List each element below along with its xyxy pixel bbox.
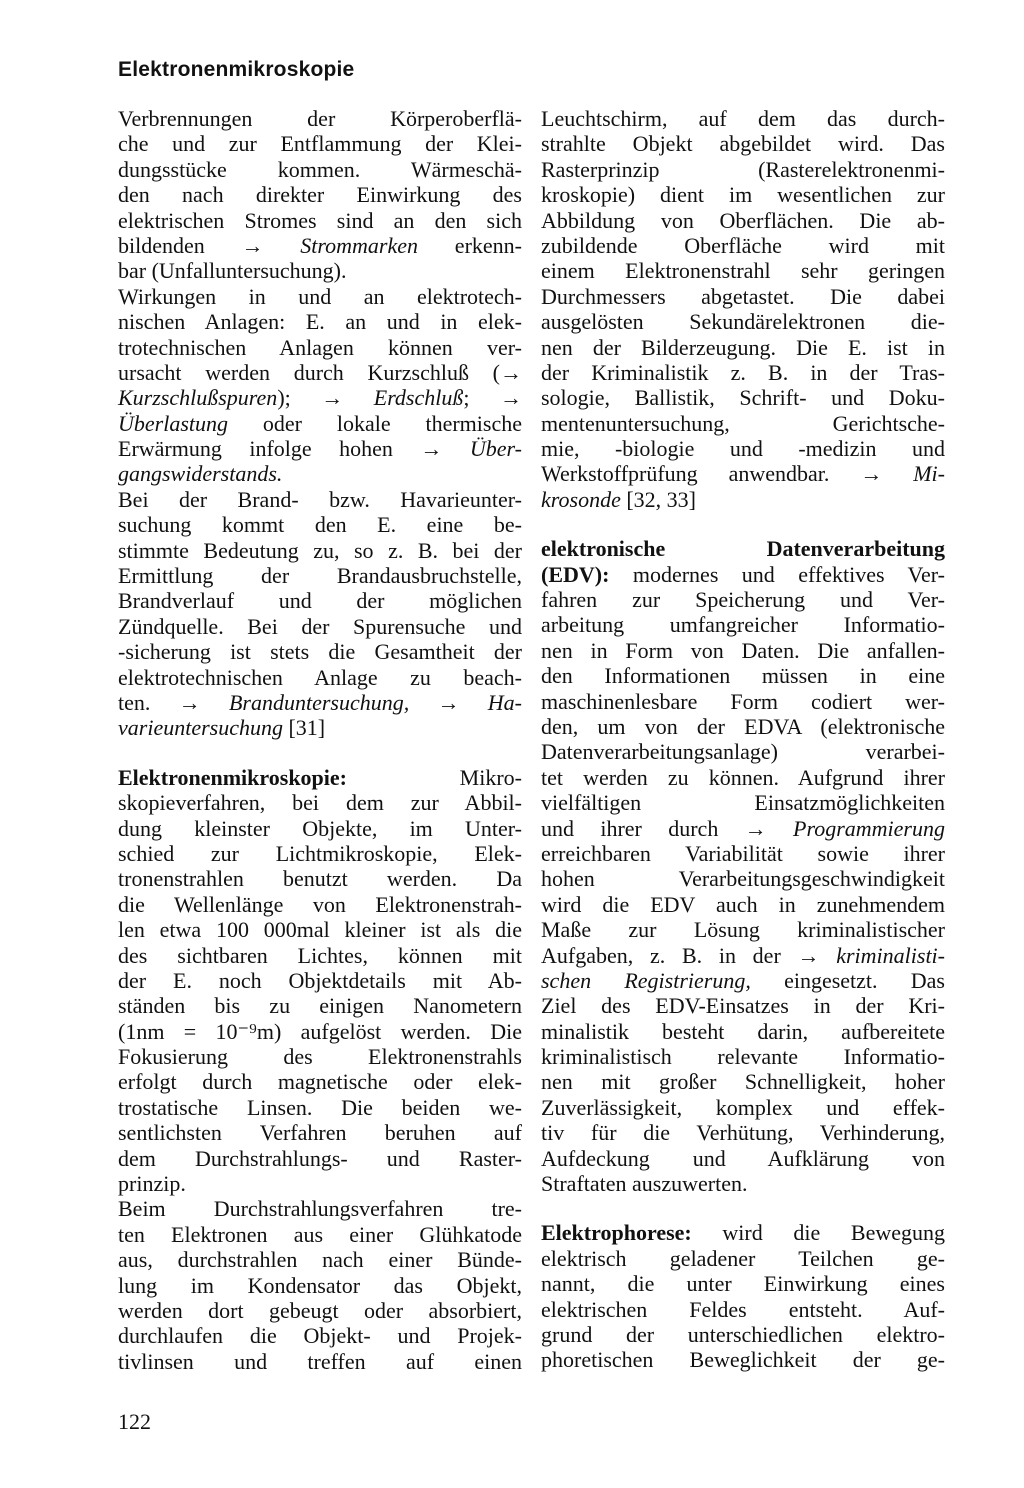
cross-reference: krosonde <box>541 486 621 512</box>
text-line: krosonde [32, 33] <box>541 486 696 512</box>
text-line: len etwa 100 000mal kleiner ist als die <box>118 917 522 943</box>
text-line: stimmte Bedeutung zu, so z. B. bei der <box>118 537 522 563</box>
cross-reference: gangswiderstands. <box>118 461 283 487</box>
text-line: tiv für die Verhütung, Verhinderung, <box>541 1120 945 1146</box>
text-line: Datenverarbeitungsanlage) verarbei- <box>541 739 945 765</box>
text-line: zubildende Oberfläche wird mit <box>541 232 945 258</box>
text-line: schied zur Lichtmikroskopie, Elek- <box>118 840 522 866</box>
text-line: suchung kommt den E. eine be- <box>118 512 522 538</box>
text-line: nen in Form von Daten. Die anfallen- <box>541 637 945 663</box>
text-line: ursacht werden durch Kurzschluß (→ <box>118 359 522 385</box>
left-column <box>118 106 522 1374</box>
text-line: durchlaufen die Objekt- und Projek- <box>118 1323 522 1349</box>
text-line: Leuchtschirm, auf dem das durch- <box>541 106 945 131</box>
text-line: -sicherung ist stets die Gesamtheit der <box>118 639 522 665</box>
text-line: trostatische Linsen. Die beiden we- <box>118 1094 522 1120</box>
text-line: mie, -biologie und -medizin und <box>541 436 945 462</box>
text-line: der Kriminalistik z. B. in der Tras- <box>541 359 945 385</box>
text-line: und ihrer durch → Programmierung <box>541 815 945 841</box>
text-line: wird die EDV auch in zunehmendem <box>541 891 945 917</box>
text-line: sologie, Ballistik, Schrift- und Doku- <box>541 385 945 411</box>
cross-reference: Ha- <box>487 689 522 715</box>
text-line: Elektrophorese: wird die Bewegung <box>541 1220 945 1246</box>
text-line: ständen bis zu einigen Nanometern <box>118 993 522 1019</box>
text-line: Ermittlung der Brandausbruchstelle, <box>118 563 522 589</box>
cross-reference: Über- <box>469 436 522 462</box>
text-line: der E. noch Objektdetails mit Ab- <box>118 967 522 993</box>
text-line: Maße zur Lösung kriminalistischer <box>541 917 945 943</box>
text-line: den, um von der EDVA (elektronische <box>541 713 945 739</box>
text-line: Ziel des EDV-Einsatzes in der Kri- <box>541 993 945 1019</box>
cross-reference: Branduntersuchung, <box>228 689 410 715</box>
text-line: vielfältigen Einsatzmöglichkeiten <box>541 790 945 816</box>
text-line: elektrisch geladener Teilchen ge- <box>541 1245 945 1271</box>
cross-reference: Kurzschlußspuren <box>118 385 278 411</box>
text-line: den Informationen müssen in eine <box>541 663 945 689</box>
text-line: schen Registrierung, eingesetzt. Das <box>541 967 945 993</box>
cross-reference: schen Registrierung, <box>541 967 751 993</box>
text-line: dungsstücke kommen. Wärmeschä- <box>118 156 522 182</box>
text-line: Straftaten auszuwerten. <box>541 1171 748 1197</box>
page-number: 122 <box>118 1409 151 1434</box>
text-line: kroskopie) dient im wesentlichen zur <box>541 182 945 208</box>
text-line: Wirkungen in und an elektrotech- <box>118 283 522 309</box>
text-line: Werkstoffprüfung anwendbar. → Mi- <box>541 461 945 487</box>
text-line: elektrischen Stromes sind an den sich <box>118 207 522 233</box>
entry-headword: (EDV): <box>541 561 610 587</box>
text-line: arbeitung umfangreicher Informatio- <box>541 612 945 638</box>
cross-reference: Programmierung <box>793 815 945 841</box>
text-line: Abbildung von Oberflächen. Die ab- <box>541 207 945 233</box>
text-line: Überlastung oder lokale thermische <box>118 410 522 436</box>
text-line: Erwärmung infolge hohen → Über- <box>118 436 522 462</box>
text-line: dem Durchstrahlungs- und Raster- <box>118 1145 522 1171</box>
text-line: den nach direkter Einwirkung des <box>118 182 522 208</box>
cross-reference: varieuntersuchung <box>118 715 283 741</box>
text-line: aus, durchstrahlen nach einer Bünde- <box>118 1247 522 1273</box>
text-line: mentenuntersuchung, Gerichtsche- <box>541 410 945 436</box>
cross-reference: Mi- <box>913 461 945 487</box>
text-line: fahren zur Speicherung und Ver- <box>541 587 945 613</box>
text-line: Fokusierung des Elektronenstrahls <box>118 1044 522 1070</box>
text-line: minalistik besteht darin, aufbereitete <box>541 1018 945 1044</box>
text-line: dung kleinster Objekte, im Unter- <box>118 815 522 841</box>
text-line: tet werden zu können. Aufgrund ihrer <box>541 764 945 790</box>
text-line: phoretischen Beweglichkeit der ge- <box>541 1347 945 1373</box>
text-line: (EDV): modernes und effektives Ver- <box>541 561 945 587</box>
text-line: erfolgt durch magnetische oder elek- <box>118 1069 522 1095</box>
text-line: sentlichsten Verfahren beruhen auf <box>118 1120 522 1146</box>
text-line: Verbrennungen der Körperoberflä- <box>118 106 522 131</box>
text-line: Zuverlässigkeit, komplex und effek- <box>541 1094 945 1120</box>
text-line: werden dort gebeugt oder absorbiert, <box>118 1297 522 1323</box>
paragraph-gap <box>118 741 522 765</box>
text-line: des sichtbaren Lichtes, können mit <box>118 942 522 968</box>
text-line: prinzip. <box>118 1171 186 1197</box>
text-line: bildenden → Strommarken erkenn- <box>118 232 522 258</box>
text-line: (1nm = 10⁻⁹m) aufgelöst werden. Die <box>118 1018 522 1044</box>
text-line: Durchmessers abgetastet. Die dabei <box>541 283 945 309</box>
text-line: Elektronenmikroskopie: Mikro- <box>118 764 522 790</box>
text-line: Aufdeckung und Aufklärung von <box>541 1145 945 1171</box>
text-line: ten Elektronen aus einer Glühkatode <box>118 1221 522 1247</box>
text-line: varieuntersuchung [31] <box>118 715 326 741</box>
text-line: hohen Verarbeitungsgeschwindigkeit <box>541 866 945 892</box>
text-line: einem Elektronenstrahl sehr geringen <box>541 258 945 284</box>
text-line: Aufgaben, z. B. in der → kriminalisti- <box>541 942 945 968</box>
text-line: nen der Bilderzeugung. Die E. ist in <box>541 334 945 360</box>
entry-headword: Elektrophorese: <box>541 1220 692 1246</box>
text-line: nannt, die unter Einwirkung eines <box>541 1271 945 1297</box>
text-line: Zündquelle. Bei der Spurensuche und <box>118 613 522 639</box>
text-line: elektrotechnischen Anlage zu beach- <box>118 664 522 690</box>
text-line: kriminalistisch relevante Informatio- <box>541 1044 945 1070</box>
text-line: Bei der Brand- bzw. Havarieunter- <box>118 486 522 512</box>
cross-reference: Überlastung <box>118 410 228 436</box>
entry-headword: elektronische Datenverarbeitung <box>541 536 945 562</box>
text-line: erreichbaren Variabilität sowie ihrer <box>541 840 945 866</box>
right-column <box>541 106 945 1373</box>
text-line: grund der unterschiedlichen elektro- <box>541 1321 945 1347</box>
text-line: tivlinsen und treffen auf einen <box>118 1348 522 1374</box>
text-line: elektrischen Feldes entsteht. Auf- <box>541 1296 945 1322</box>
text-line: Rasterprinzip (Rasterelektronenmi- <box>541 156 945 182</box>
running-header: Elektronenmikroskopie <box>118 58 355 81</box>
text-line: che und zur Entflammung der Klei- <box>118 131 522 157</box>
text-line <box>118 461 522 486</box>
text-line: bar (Unfalluntersuchung). <box>118 258 347 284</box>
text-line <box>541 536 945 561</box>
text-line: trotechnischen Anlagen können ver- <box>118 334 522 360</box>
text-line: lung im Kondensator das Objekt, <box>118 1272 522 1298</box>
text-line: Brandverlauf und der möglichen <box>118 588 522 614</box>
text-line: skopieverfahren, bei dem zur Abbil- <box>118 790 522 816</box>
cross-reference: Erdschluß <box>373 385 464 411</box>
text-line: strahlte Objekt abgebildet wird. Das <box>541 131 945 157</box>
text-line: nischen Anlagen: E. an und in elek- <box>118 309 522 335</box>
text-line: Beim Durchstrahlungsverfahren tre- <box>118 1196 522 1222</box>
paragraph-gap <box>541 512 945 536</box>
text-line: ten. → Branduntersuchung, → Ha- <box>118 689 522 715</box>
text-line: die Wellenlänge von Elektronenstrah- <box>118 891 522 917</box>
text-line: maschinenlesbare Form codiert wer- <box>541 688 945 714</box>
cross-reference: kriminalisti- <box>836 942 945 968</box>
text-line: tronenstrahlen benutzt werden. Da <box>118 866 522 892</box>
cross-reference: Strommarken <box>300 232 419 258</box>
text-line: ausgelösten Sekundärelektronen die- <box>541 309 945 335</box>
text-line: nen mit großer Schnelligkeit, hoher <box>541 1069 945 1095</box>
text-line: Kurzschlußspuren); → Erdschluß; → <box>118 385 522 411</box>
paragraph-gap <box>541 1196 945 1220</box>
entry-headword: Elektronenmikroskopie: <box>118 764 347 790</box>
